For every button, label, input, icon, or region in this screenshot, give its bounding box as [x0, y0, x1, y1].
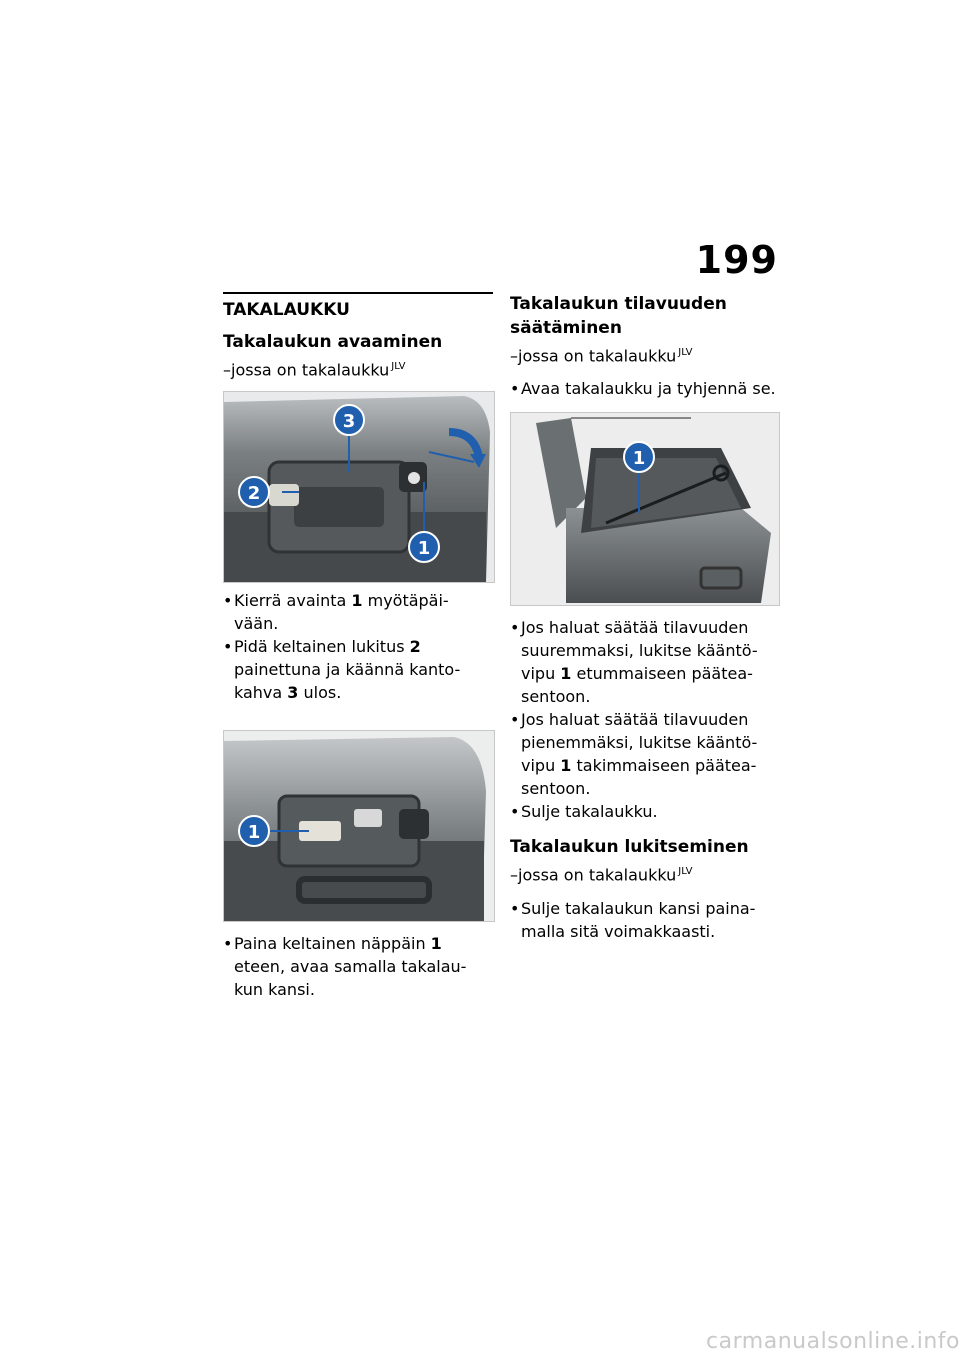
equipment-code: JLV: [678, 866, 693, 878]
page-number: 199: [695, 238, 778, 282]
steps-list-1: [223, 589, 493, 704]
equipment-code: JLV: [391, 361, 406, 372]
section-title: TAKALAUKKU: [223, 292, 493, 320]
case-illustration-3: [511, 413, 779, 605]
case-illustration-2: [224, 731, 494, 921]
callout-2: 2: [247, 483, 261, 505]
subheading-volume: Takalaukun tilavuuden säätäminen: [510, 294, 727, 338]
steps-list-volume: [510, 616, 782, 823]
subheading-opening: Takalaukun avaaminen: [223, 332, 443, 352]
condition-text: –jossa on takalaukku $^{JLV}$: [510, 865, 693, 885]
step-item: • Sulje takalaukun kansi paina- malla sitä voimakkaasti.: [510, 897, 782, 943]
steps-list-2: [223, 932, 493, 1001]
step-item: • Kierrä avainta 1 myötäpäi- vään.: [223, 589, 493, 635]
callout-1: 1: [632, 448, 646, 470]
condition-text: –jossa on takalaukku $^{JLV}$: [223, 360, 406, 380]
step-item: • Jos haluat säätää tilavuuden pienemmäksi, lukitse kääntö- vipu 1 takimmaiseen päätea- sentoon.: [510, 708, 782, 800]
step-item: • Avaa takalaukku ja tyhjennä se.: [510, 377, 782, 400]
callout-3: 3: [342, 411, 356, 433]
subheading-locking: Takalaukun lukitseminen: [510, 837, 749, 858]
callout-1: 1: [247, 822, 261, 844]
watermark-footer: carmanualsonline.info: [706, 1329, 960, 1354]
step-item: • Jos haluat säätää tilavuuden suuremmaksi, lukitse kääntö- vipu 1 etummaiseen päätea- sentoon.: [510, 616, 782, 708]
figure-release-button: [223, 730, 495, 922]
figure-volume-lever: [510, 412, 780, 606]
step-item: • Pidä keltainen lukitus 2 painettuna ja käännä kanto- kahva 3 ulos.: [223, 635, 493, 704]
figure-key-handle: [223, 391, 495, 583]
condition-text: –jossa on takalaukku $^{JLV}$: [510, 346, 693, 366]
step-item: • Paina keltainen näppäin 1 eteen, avaa samalla takalau- kun kansi.: [223, 932, 493, 1001]
callout-1: 1: [417, 538, 431, 560]
case-illustration-1: [224, 392, 494, 582]
left-column: [223, 292, 493, 1001]
steps-list-open: [510, 377, 782, 400]
step-item: • Sulje takalaukku.: [510, 800, 782, 823]
equipment-code: JLV: [678, 347, 693, 358]
right-column: [510, 292, 782, 943]
steps-list-lock: [510, 897, 782, 943]
